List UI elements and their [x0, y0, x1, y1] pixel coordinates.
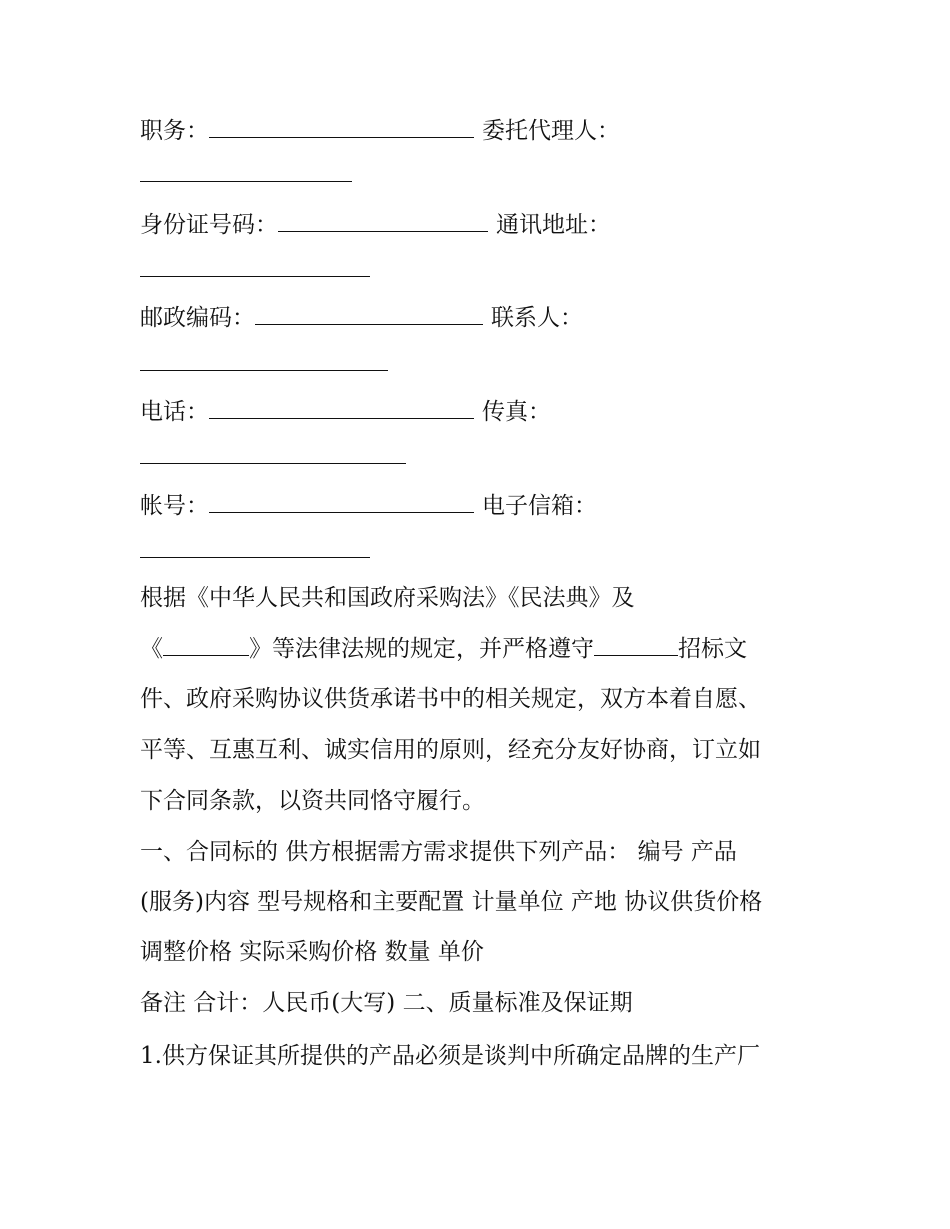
phone-blank[interactable] — [209, 396, 474, 419]
postcode-label: 邮政编码： — [140, 305, 255, 331]
body-line-3: 件、政府采购协议供货承诺书中的相关规定，双方本着自愿、 — [140, 686, 761, 712]
position-blank[interactable] — [209, 115, 474, 138]
field-row-account — [140, 490, 597, 521]
body-line-5: 下合同条款，以资共同恪守履行。 — [140, 788, 485, 814]
fax-blank[interactable] — [140, 462, 406, 464]
field-row-phone — [140, 396, 551, 427]
contact-label: 联系人： — [491, 305, 583, 331]
field-row-position — [140, 115, 620, 146]
body-line-4: 平等、互惠互利、诚实信用的原则，经充分友好协商，订立如 — [140, 737, 761, 763]
body-line-2-part-a: 《 — [140, 636, 163, 662]
body-line-2-part-b: 》等法律法规的规定，并严格遵守 — [249, 636, 594, 662]
tender-name-blank[interactable] — [594, 633, 678, 656]
body-line-2-part-c: 招标文 — [678, 636, 747, 662]
position-label: 职务： — [140, 118, 209, 144]
id-number-label: 身份证号码： — [140, 212, 278, 238]
email-blank[interactable] — [140, 556, 370, 558]
id-number-blank[interactable] — [278, 209, 488, 232]
law-name-blank[interactable] — [163, 633, 249, 656]
section1-line-3: 调整价格 实际采购价格 数量 单价 — [140, 939, 484, 965]
address-blank[interactable] — [140, 275, 370, 277]
field-row-postcode — [140, 302, 583, 333]
field-row-id — [140, 209, 611, 240]
account-label: 帐号： — [140, 493, 209, 519]
contact-blank[interactable] — [140, 369, 388, 371]
section1-line-4: 备注 合计：人民币(大写) 二、质量标准及保证期 — [140, 990, 633, 1016]
phone-label: 电话： — [140, 399, 209, 425]
agent-label: 委托代理人： — [482, 118, 620, 144]
account-blank[interactable] — [209, 490, 474, 513]
body-line-1: 根据《中华人民共和国政府采购法》《民法典》及 — [140, 585, 635, 611]
body-line-2 — [140, 633, 747, 664]
agent-blank[interactable] — [140, 180, 352, 182]
fax-label: 传真： — [482, 399, 551, 425]
section1-line-1: 一、合同标的 供方根据需方需求提供下列产品： 编号 产品 — [140, 839, 737, 865]
section1-line-2: (服务)内容 型号规格和主要配置 计量单位 产地 协议供货价格 — [140, 889, 763, 915]
email-label: 电子信箱： — [482, 493, 597, 519]
section2-line-1: 1.供方保证其所提供的产品必须是谈判中所确定品牌的生产厂 — [140, 1043, 760, 1069]
address-label: 通讯地址： — [496, 212, 611, 238]
postcode-blank[interactable] — [255, 302, 483, 325]
